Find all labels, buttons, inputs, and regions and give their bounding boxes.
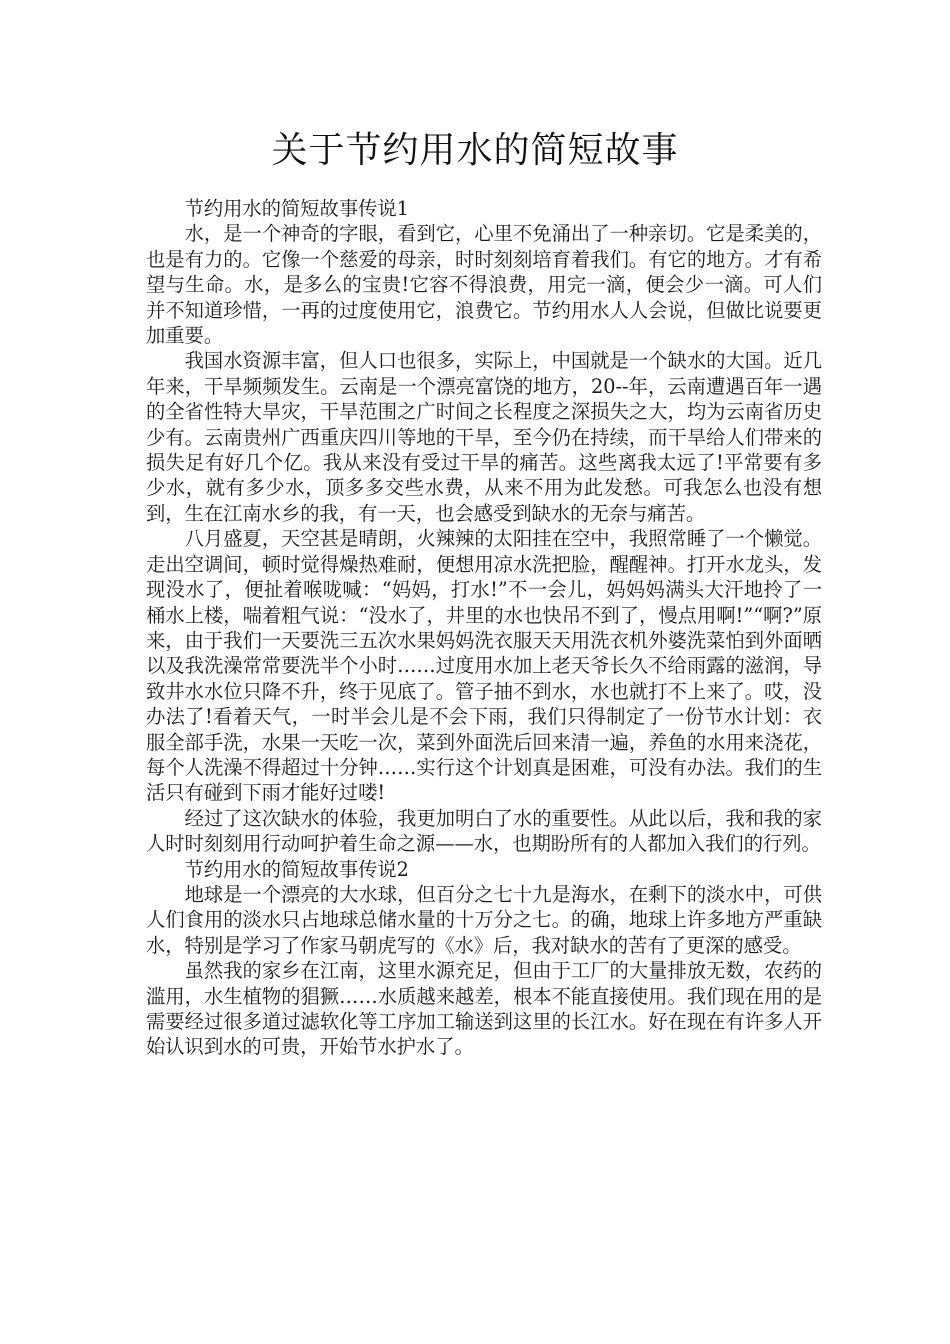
paragraph: 水，是一个神奇的字眼，看到它，心里不免涌出了一种亲切。它是柔美的，也是有力的。它像一个慈爱的母亲，时时刻刻培育着我们。有它的地方。才有希望与生命。水，是多么的宝贵!它容不得浪费，用完一滴，便会少一滴。可人们并不知道珍惜，一再的过度使用它，浪费它。节约用水人人会说，但做比说要更加重要。 xyxy=(146,222,822,348)
section-heading-2: 节约用水的简短故事传说2 xyxy=(184,857,409,881)
paragraph: 八月盛夏，天空甚是晴朗，火辣辣的太阳挂在空中，我照常睡了一个懒觉。走出空调间，顿时觉得燥热难耐，便想用凉水洗把脸，醒醒神。打开水龙头，发现没水了，便扯着喉咙喊：“妈妈，打水!”不一会儿，妈妈妈满头大汗地拎了一桶水上楼，喘着粗气说：“没水了，井里的水也快吊不到了，慢点用啊!”“啊?”原来，由于我们一天要洗三五次水果妈妈洗衣服天天用洗衣机外婆洗菜怕到外面晒以及我洗澡常常要洗半个小时……过度用水加上老天爷长久不给雨露的滋润，导致井水水位只降不升，终于见底了。管子抽不到水，水也就打不上来了。哎，没办法了!看着天气，一时半会儿是不会下雨，我们只得制定了一份节水计划：衣服全部手洗，水果一天吃一次，菜到外面洗后回来清一遍，养鱼的水用来浇花，每个人洗澡不得超过十分钟……实行这个计划真是困难，可没有办法。我们的生活只有碰到下雨才能好过喽! xyxy=(146,527,822,805)
paragraph: 虽然我的家乡在江南，这里水源充足，但由于工厂的大量排放无数，农药的滥用，水生植物的猖獗……水质越来越差，根本不能直接使用。我们现在用的是需要经过很多道过滤软化等工序加工输送到这里的长江水。好在现在有许多人开始认识到水的可贵，开始节水护水了。 xyxy=(146,959,822,1059)
document-body xyxy=(146,196,822,1060)
paragraph: 地球是一个漂亮的大水球，但百分之七十九是海水，在剩下的淡水中，可供人们食用的淡水只占地球总储水量的十万分之七。的确，地球上许多地方严重缺水，特别是学习了作家马朝虎写的《水》后，我对缺水的苦有了更深的感受。 xyxy=(146,882,822,957)
document-title: 关于节约用水的简短故事 xyxy=(271,130,679,171)
paragraph: 我国水资源丰富，但人口也很多，实际上，中国就是一个缺水的大国。近几年来，干旱频频发生。云南是一个漂亮富饶的地方，20--年，云南遭遇百年一遇的全省性特大旱灾，干旱范围之广时间之长程度之深损失之大，均为云南省历史少有。云南贵州广西重庆四川等地的干旱，至今仍在持续，而干旱给人们带来的损失足有好几个亿。我从来没有受过干旱的痛苦。这些离我太远了!平常要有多少水，就有多少水，顶多多交些水费，从来不用为此发愁。可我怎么也没有想到，生在江南水乡的我，有一天，也会感受到缺水的无奈与痛苦。 xyxy=(146,349,822,525)
section-heading-1: 节约用水的简短故事传说1 xyxy=(184,197,409,220)
paragraph: 经过了这次缺水的体验，我更加明白了水的重要性。从此以后，我和我的家人时时刻刻用行动呵护着生命之源——水，也期盼所有的人都加入我们的行列。 xyxy=(146,806,822,856)
